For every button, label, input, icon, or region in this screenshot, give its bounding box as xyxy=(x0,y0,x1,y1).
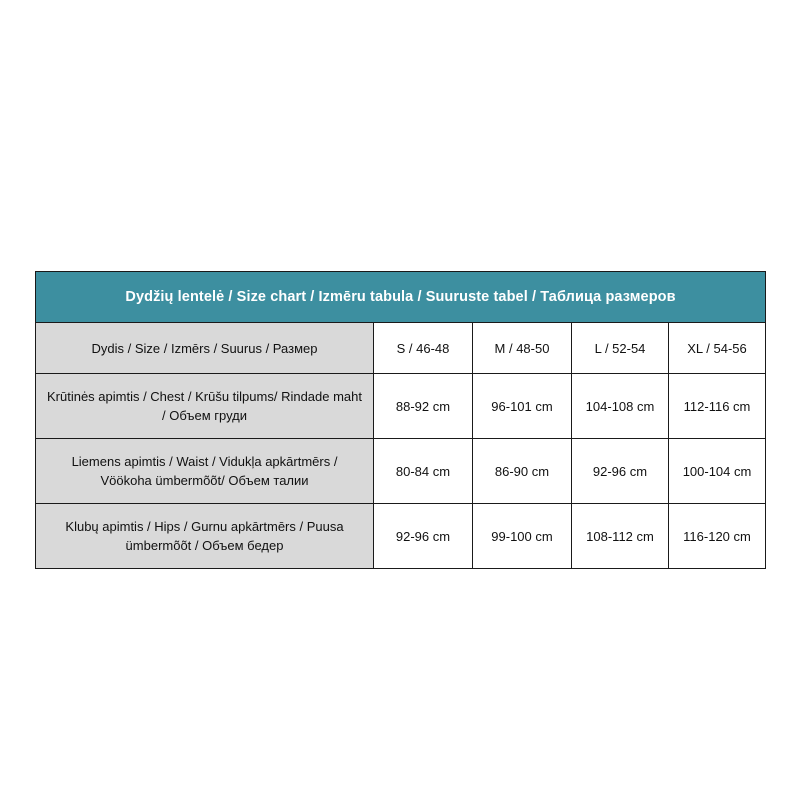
cell-waist-xl: 100-104 cm xyxy=(669,439,766,504)
row-label-hips: Klubų apimtis / Hips / Gurnu apkārtmērs / Puusa ümbermõõt / Объем бедер xyxy=(36,504,374,569)
cell-chest-s: 88-92 cm xyxy=(374,374,473,439)
table-row xyxy=(36,504,766,569)
size-chart-table xyxy=(35,271,766,569)
size-chart-title: Dydžių lentelė / Size chart / Izmēru tabula / Suuruste tabel / Таблица размеров xyxy=(36,272,766,323)
header-size-l: L / 52-54 xyxy=(572,323,669,374)
cell-hips-m: 99-100 cm xyxy=(473,504,572,569)
row-label-chest: Krūtinės apimtis / Chest / Krūšu tilpums/ Rindade maht / Объем груди xyxy=(36,374,374,439)
cell-chest-l: 104-108 cm xyxy=(572,374,669,439)
table-title-row xyxy=(36,272,766,323)
cell-waist-s: 80-84 cm xyxy=(374,439,473,504)
cell-hips-xl: 116-120 cm xyxy=(669,504,766,569)
cell-hips-s: 92-96 cm xyxy=(374,504,473,569)
header-size-s: S / 46-48 xyxy=(374,323,473,374)
cell-waist-l: 92-96 cm xyxy=(572,439,669,504)
cell-chest-m: 96-101 cm xyxy=(473,374,572,439)
row-label-waist: Liemens apimtis / Waist / Vidukļa apkārtmērs / Vöökoha ümbermõõt/ Объем талии xyxy=(36,439,374,504)
size-chart-container xyxy=(35,271,765,569)
table-row xyxy=(36,374,766,439)
table-header-row xyxy=(36,323,766,374)
table-row xyxy=(36,439,766,504)
header-label-cell: Dydis / Size / Izmērs / Suurus / Размер xyxy=(36,323,374,374)
cell-hips-l: 108-112 cm xyxy=(572,504,669,569)
header-size-xl: XL / 54-56 xyxy=(669,323,766,374)
cell-waist-m: 86-90 cm xyxy=(473,439,572,504)
header-size-m: M / 48-50 xyxy=(473,323,572,374)
cell-chest-xl: 112-116 cm xyxy=(669,374,766,439)
